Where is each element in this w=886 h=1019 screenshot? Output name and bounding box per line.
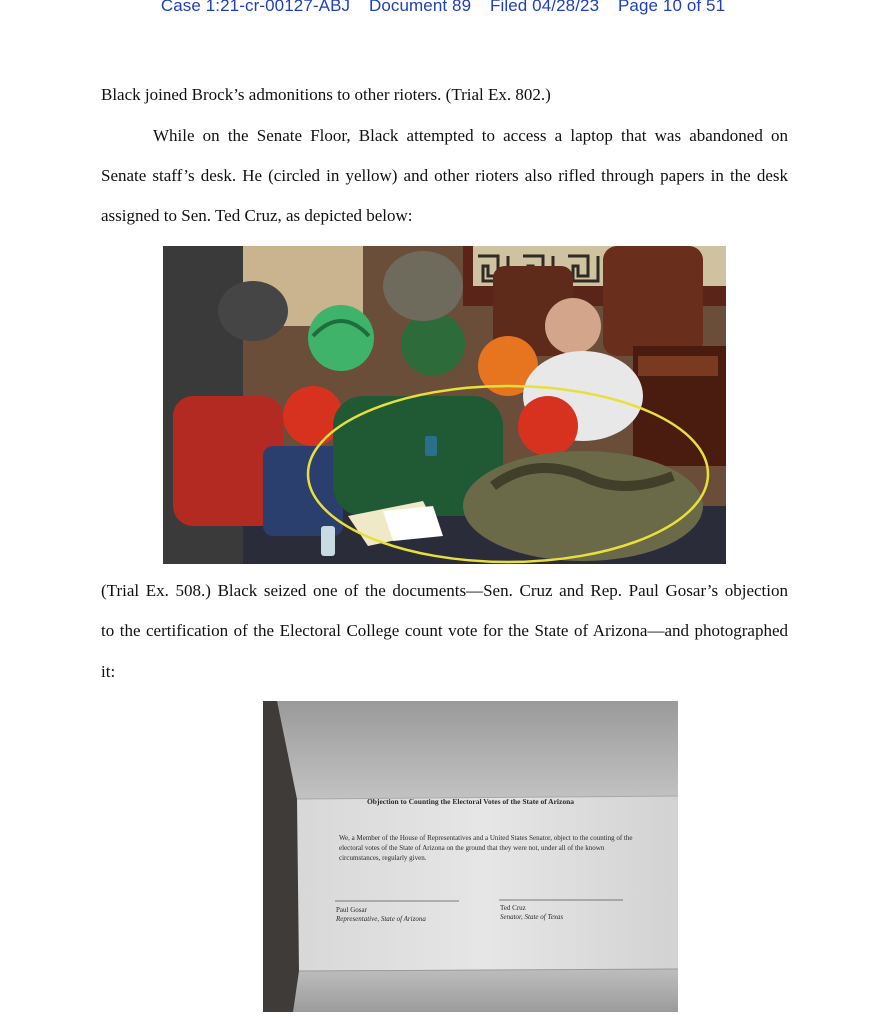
paragraph-line: (Trial Ex. 508.) Black seized one of the documents—Sen. Cruz and Rep. Paul Gosar’s objection — [101, 581, 788, 600]
paragraph-line: it: — [101, 662, 116, 681]
signer-role: Senator, State of Texas — [500, 913, 564, 921]
signature-block-gosar — [336, 906, 426, 924]
objection-title: Objection to Counting the Electoral Votes of the State of Arizona — [366, 797, 575, 806]
signer-name: Ted Cruz — [500, 904, 526, 912]
paragraph-line: Black joined Brock’s admonitions to other rioters. (Trial Ex. 802.) — [101, 85, 551, 104]
case-header — [0, 0, 886, 16]
senate-floor-photo — [163, 246, 726, 564]
signer-role: Representative, State of Arizona — [336, 915, 426, 923]
page-number: Page 10 of 51 — [617, 0, 726, 15]
paragraph-line: to the certification of the Electoral College count vote for the State of Arizona—and photographed — [101, 621, 788, 640]
document-number: Document 89 — [368, 0, 472, 15]
paragraph-line: Senate staff’s desk. He (circled in yellow) and other rioters also rifled through papers in the desk — [101, 166, 788, 185]
signature-block-cruz — [500, 904, 563, 922]
objection-document-photo — [263, 701, 678, 1012]
paragraph-line: While on the Senate Floor, Black attempted to access a laptop that was abandoned on — [153, 126, 788, 145]
case-number: Case 1:21-cr-00127-ABJ — [160, 0, 351, 15]
paragraph-line: assigned to Sen. Ted Cruz, as depicted below: — [101, 206, 413, 225]
objection-body: We, a Member of the House of Representatives and a United States Senator, object to the counting of the electoral votes of the State of Arizona on the ground that they were not, under all of the known circumstances, regularly given. — [339, 834, 633, 862]
filed-date: Filed 04/28/23 — [490, 0, 600, 15]
signer-name: Paul Gosar — [336, 906, 367, 914]
